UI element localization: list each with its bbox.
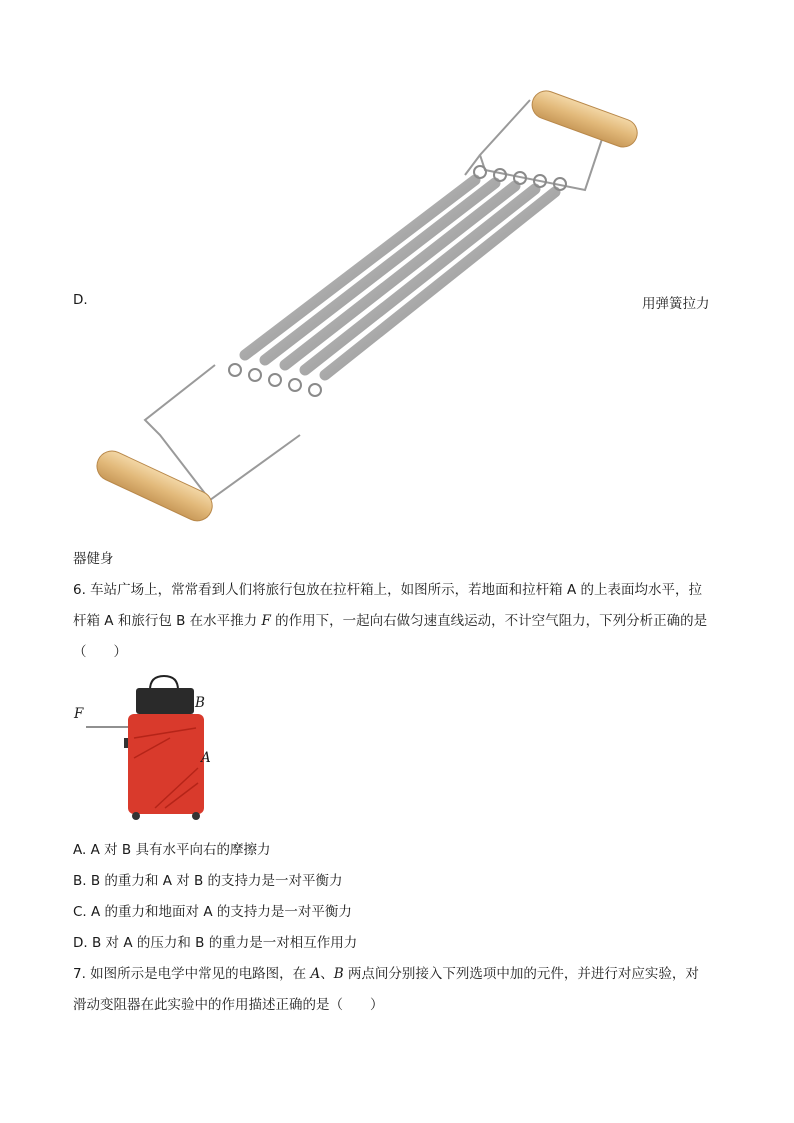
q6-figure-label-b: B <box>195 695 205 711</box>
option-d-caption-wrap: 器健身 <box>73 551 114 567</box>
option-d-caption: 用弹簧拉力 <box>642 296 710 312</box>
q6-option-c: C. A 的重力和地面对 A 的支持力是一对平衡力 <box>73 904 352 920</box>
q6-option-a: A. A 对 B 具有水平向右的摩擦力 <box>73 842 271 858</box>
q7-stem-line1-c: 两点间分别接入下列选项中加的元件，并进行对应实验，对 <box>343 966 699 982</box>
q7-stem-line1-a: 7. 如图所示是电学中常见的电路图，在 <box>73 966 311 982</box>
q7-separator: 、 <box>320 966 334 982</box>
q6-stem-line1: 6. 车站广场上，常常看到人们将旅行包放在拉杆箱上，如图所示，若地面和拉杆箱 A 的上表面均水平，拉 <box>73 582 702 598</box>
q6-stem-line2-a: 杆箱 A 和旅行包 B 在水平推力 <box>73 613 262 629</box>
q7-point-b: B <box>333 966 344 982</box>
q6-force-symbol: F <box>261 613 271 629</box>
q7-stem-line2: 滑动变阻器在此实验中的作用描述正确的是（ ） <box>73 997 384 1013</box>
q6-answer-blank: （ ） <box>73 644 127 660</box>
q6-stem-line2 <box>73 609 707 629</box>
q6-figure-label-a: A <box>201 750 211 766</box>
suitcase-figure <box>70 668 220 828</box>
q7-stem-line1 <box>73 962 699 982</box>
q7-point-a: A <box>310 966 321 982</box>
q6-option-b: B. B 的重力和 A 对 B 的支持力是一对平衡力 <box>73 873 343 889</box>
q6-stem-line2-b: 的作用下，一起向右做匀速直线运动，不计空气阻力，下列分析正确的是 <box>270 613 708 629</box>
q6-option-d: D. B 对 A 的压力和 B 的重力是一对相互作用力 <box>73 935 358 951</box>
q6-figure-label-f: F <box>74 706 84 722</box>
spring-exerciser-image <box>85 80 665 530</box>
option-d-label: D. <box>73 292 88 308</box>
